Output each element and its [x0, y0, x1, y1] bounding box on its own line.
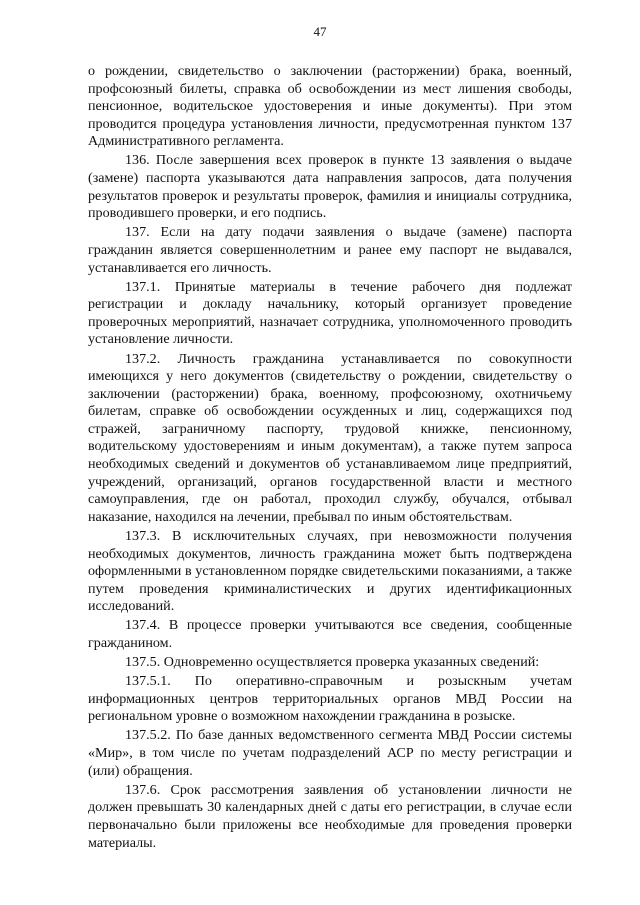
paragraph-137-6: 137.6. Срок рассмотрения заявления об установлении личности не должен превышать 30 календарных дней с даты его регистрации, в случае если первоначально были приложены все необходимые для проведения проверки материалы. — [88, 781, 572, 851]
paragraph-continuation: о рождении, свидетельство о заключении (расторжении) брака, военный, профсоюзный билеты, справка об освобождении из мест лишения свободы, пенсионное, водительское удостоверения и иные документы). При этом проводится процедура установления личности, предусмотренная пунктом 137 Административного регламента. — [88, 63, 572, 150]
paragraph-137-5-2: 137.5.2. По базе данных ведомственного сегмента МВД России системы «Мир», в том числе по учетам подразделений АСР по месту регистрации и (или) обращения. — [88, 727, 572, 779]
document-body — [88, 63, 572, 852]
page-number: 47 — [313, 24, 327, 39]
paragraph-137-4: 137.4. В процессе проверки учитываются все сведения, сообщенные гражданином. — [88, 617, 572, 651]
paragraph-137: 137. Если на дату подачи заявления о выдаче (замене) паспорта гражданин является совершеннолетним и ранее ему паспорт не выдавался, устанавливается его личность. — [88, 224, 572, 276]
paragraph-137-1: 137.1. Принятые материалы в течение рабочего дня подлежат регистрации и докладу начальнику, который организует проведение проверочных мероприятий, назначает сотрудника, уполномоченного проводить установление личности. — [88, 278, 572, 348]
paragraph-136: 136. После завершения всех проверок в пункте 13 заявления о выдаче (замене) паспорта указываются дата направления запросов, дата получения результатов проверок и результаты проверок, фамилия и инициалы сотрудника, проводившего проверки, и его подпись. — [88, 152, 572, 222]
paragraph-137-3: 137.3. В исключительных случаях, при невозможности получения необходимых документов, личность гражданина может быть подтверждена оформленными в установленном порядке свидетельскими показаниями, а также путем проведения криминалистических и других идентификационных исследований. — [88, 527, 572, 615]
paragraph-137-5: 137.5. Одновременно осуществляется проверка указанных сведений: — [125, 654, 540, 671]
paragraph-137-2: 137.2. Личность гражданина устанавливается по совокупности имеющихся у него документов (свидетельству о рождении, свидетельству о заключении (расторжении) брака, военному, профсоюзному, охотничьему билетам, справке об освобождении осужденных и лиц, содержащихся под стражей, заграничному паспорту, трудовой книжке, пенсионному, водительскому удостоверениям и иным документам), а также путем запроса необходимых сведений и документов об устанавливаемом лице предприятий, учреждений, организаций, органов государственной власти и местного самоуправления, где он работал, проходил службу, обучался, отбывал наказание, находился на лечении, пребывал по иным обстоятельствам. — [88, 350, 572, 525]
paragraph-137-5-1: 137.5.1. По оперативно-справочным и розыскным учетам информационных центров территориальных органов МВД России на региональном уровне о возможном нахождении гражданина в розыске. — [88, 673, 572, 725]
